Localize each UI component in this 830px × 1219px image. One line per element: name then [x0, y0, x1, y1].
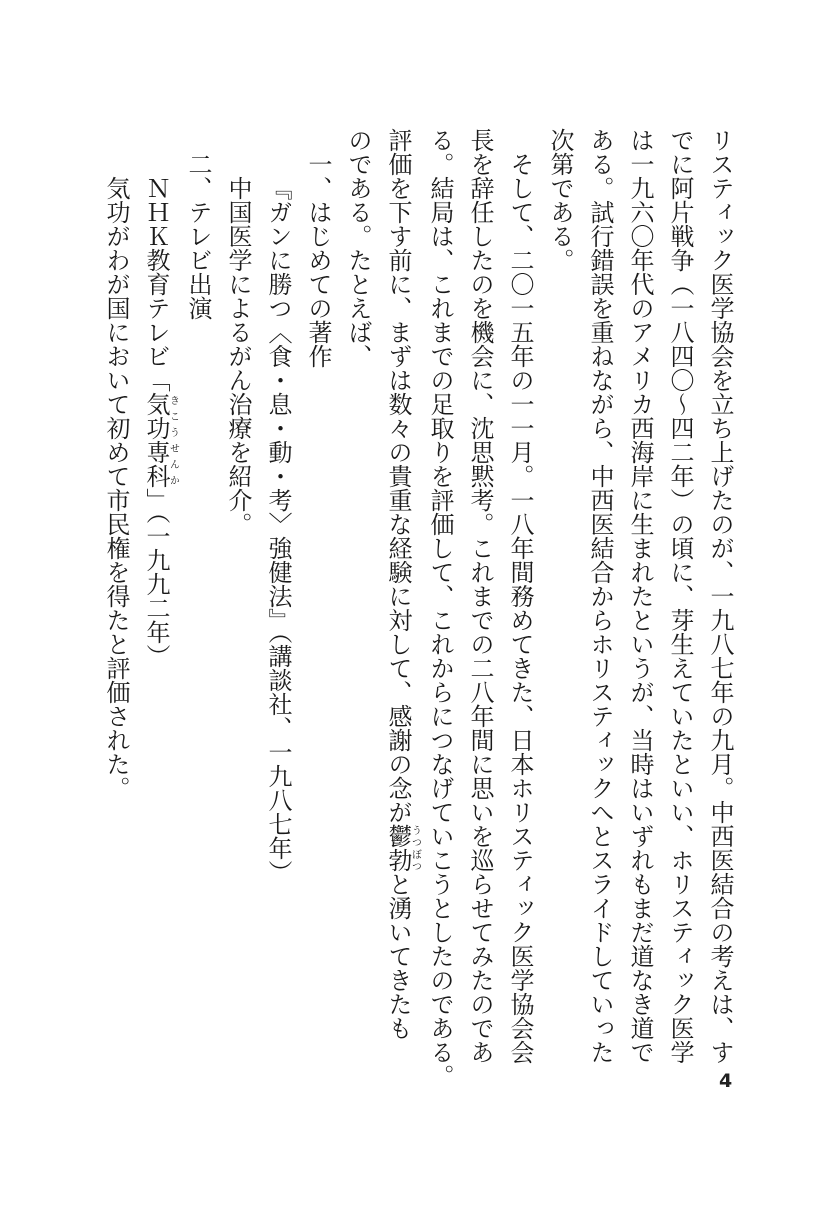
text-line: リスティック医学協会を立ち上げたのが、一九八七年の九月。中西医結合の考えは、す [706, 128, 734, 1064]
list-item-title [136, 128, 178, 984]
text-segment: 」（一九九二年） [142, 488, 170, 668]
ruby-reading: きこうせんか [167, 392, 179, 488]
ruby-utsubotsu [384, 824, 421, 872]
text-line: る。結局は、これまでの足取りを評価して、これからにつなげていこうとしたのである。 [426, 128, 454, 1088]
list-item-desc: 気功がわが国において初めて市民権を得たと評価された。 [102, 176, 130, 800]
text-line: そして、二〇一五年の一一月。一八年間務めてきた、日本ホリスティック医学協会会 [506, 152, 534, 1064]
text-segment: ＮＨＫ教育テレビ「 [142, 176, 170, 392]
text-line: ある。試行錯誤を重ねながら、中西医結合からホリスティックへとスライドしていった [586, 128, 614, 1064]
list-heading: 二、テレビ出演 [184, 152, 212, 320]
ruby-base: 気功専科 [142, 392, 170, 488]
page-number: 4 [719, 1070, 733, 1092]
vertical-body-text [96, 128, 740, 1088]
text-line: 次第である。 [546, 128, 574, 272]
text-segment: 評価を下す前に、まずは数々の貴重な経験に対して、感謝の念が [384, 128, 412, 824]
text-line: は一九六〇年代のアメリカ西海岸に生まれたというが、当時はいずれもまだ道なき道で [626, 128, 654, 1064]
text-line: 長を辞任したのを機会に、沈思黙考。これまでの二八年間に思いを巡らせてみたのであ [466, 128, 494, 1064]
ruby-base: 鬱勃 [384, 824, 412, 872]
list-item-desc: 中国医学によるがん治療を紹介。 [224, 176, 252, 536]
text-line [378, 128, 421, 1040]
text-line: のである。たとえば、 [344, 128, 372, 368]
text-line: でに阿片戦争（一八四〇〜四二年）の頃に、芽生えていたといい、ホリスティック医学 [666, 128, 694, 1064]
text-segment: と湧いてきたも [384, 872, 412, 1040]
ruby-kikou [142, 392, 179, 488]
list-heading: 一、はじめての著作 [304, 152, 332, 368]
list-item-title: 『ガンに勝つ〈食・息・動・考〉強健法』（講談社、一九八七年） [264, 176, 292, 884]
ruby-reading: うつぼつ [409, 824, 421, 872]
